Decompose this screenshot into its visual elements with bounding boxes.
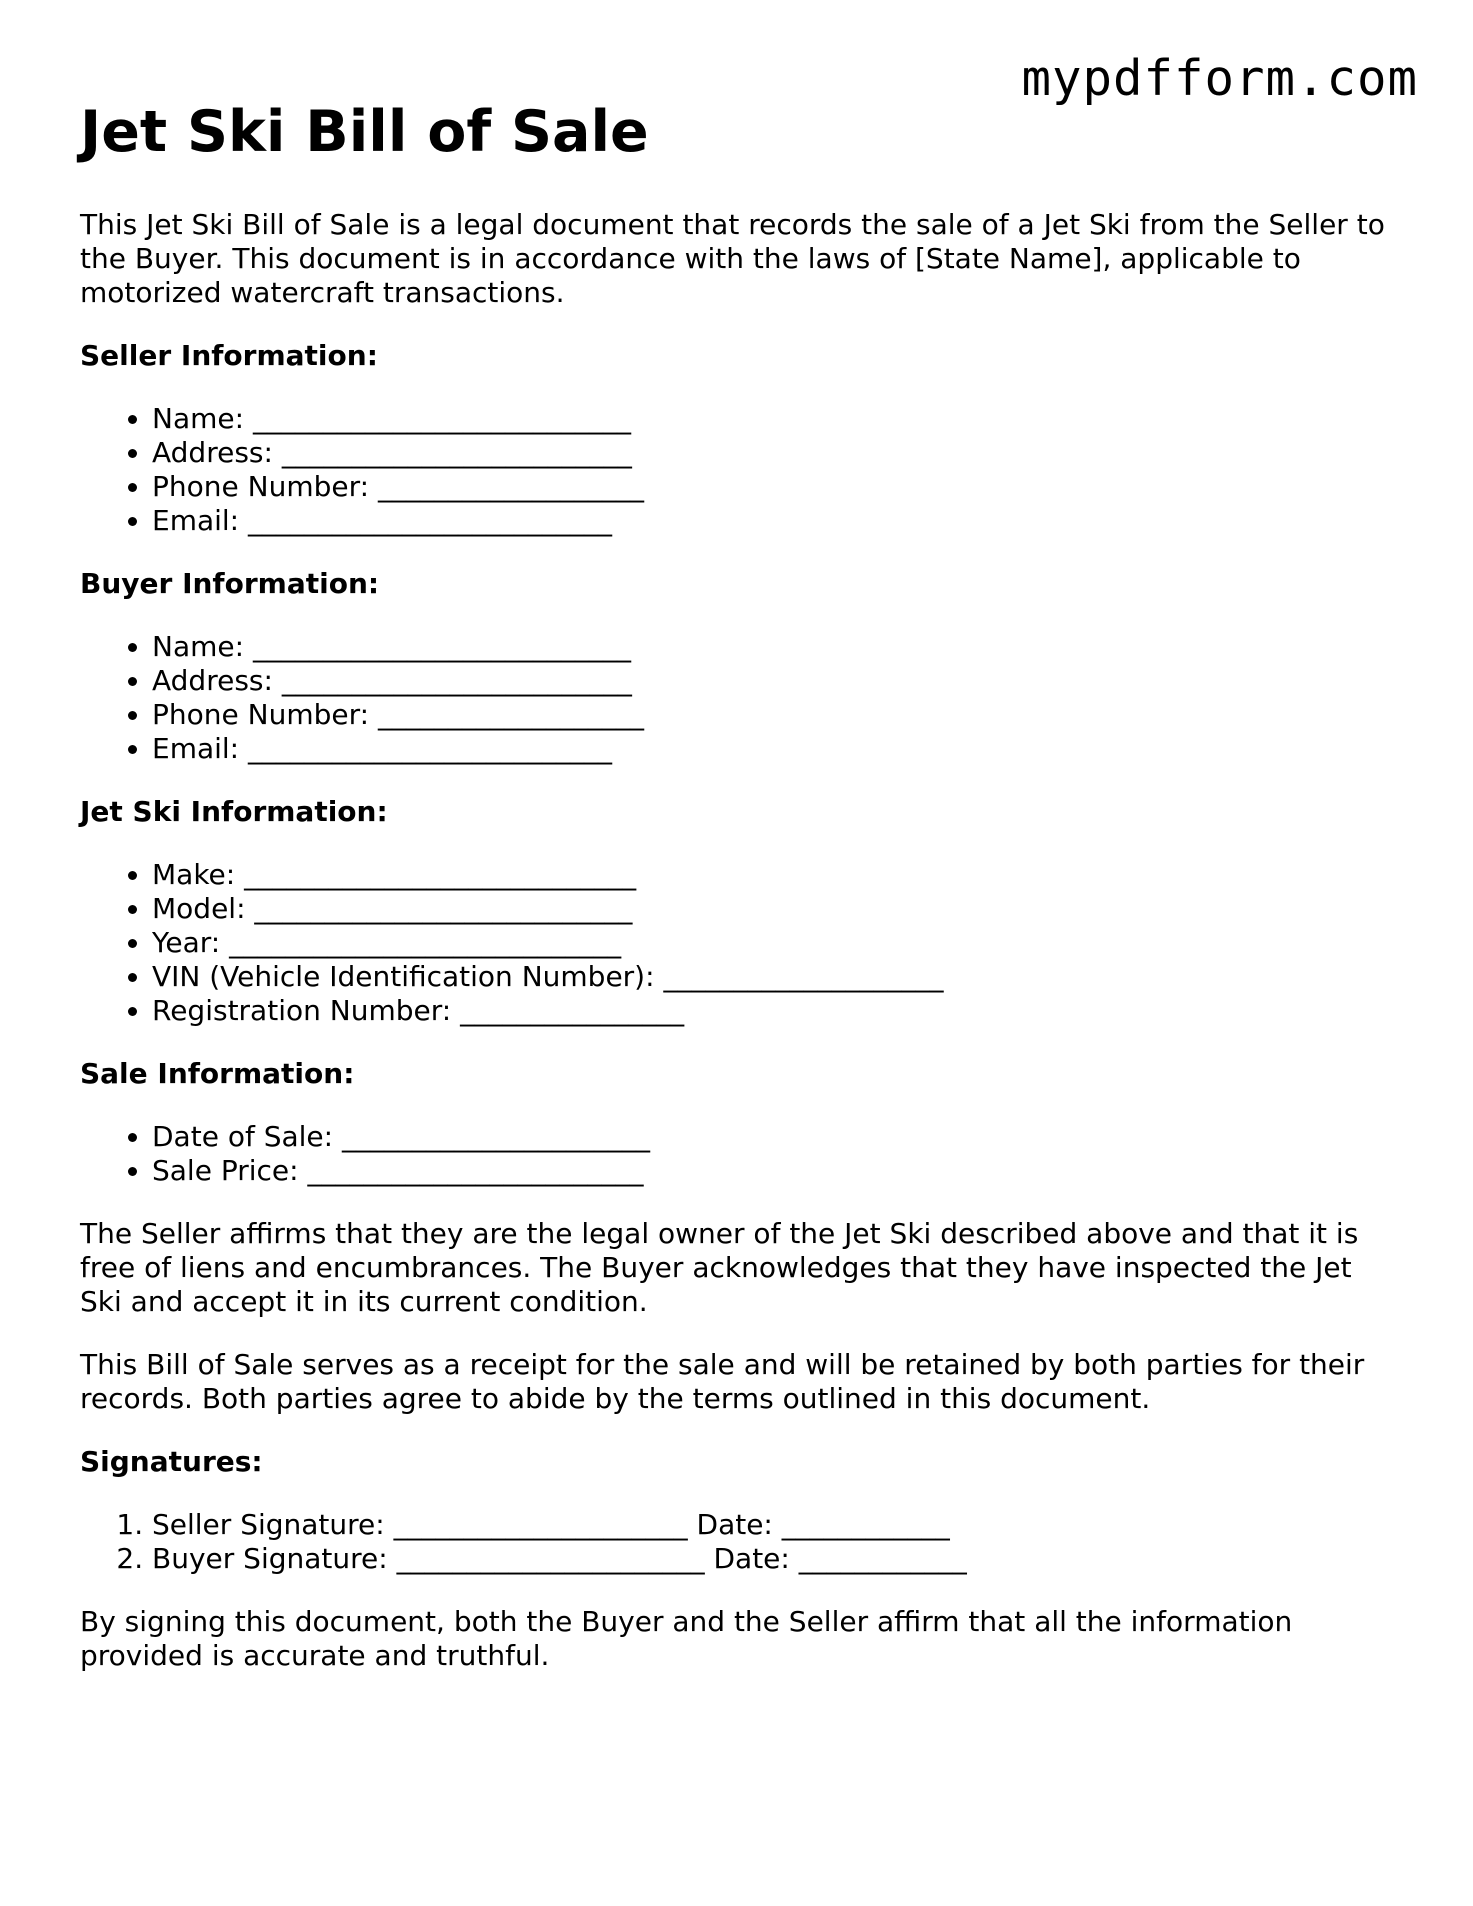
document-page (80, 98, 1400, 1702)
jetski-heading: Jet Ski Information: (80, 795, 388, 829)
buyer-name-field: • Name: ___________________________ (152, 630, 1400, 664)
buyer-signature-line: 2. Buyer Signature: ______________________ Date: ____________ (152, 1542, 1400, 1576)
closing-paragraph: By signing this document, both the Buyer and the Seller affirm that all the information provided is accurate and truthful. (80, 1605, 1293, 1673)
affirmation-paragraph: The Seller affirms that they are the legal owner of the Jet Ski described above and that it is free of liens and encumbrances. The Buyer acknowledges that they have inspected the Jet Ski and accept it in its current condition. (80, 1217, 1359, 1319)
jetski-registration-field: • Registration Number: ________________ (152, 994, 1400, 1028)
jetski-model-field: • Model: ___________________________ (152, 892, 1400, 926)
sale-price-field: • Sale Price: ________________________ (152, 1154, 1400, 1188)
jetski-make-field: • Make: ____________________________ (152, 858, 1400, 892)
signatures-list (80, 1508, 1400, 1576)
seller-email-field: • Email: __________________________ (152, 504, 1400, 538)
sale-list (80, 1120, 1400, 1188)
jetski-year-field: • Year: ____________________________ (152, 926, 1400, 960)
document-title: Jet Ski Bill of Sale (80, 99, 649, 165)
seller-address-field: • Address: _________________________ (152, 436, 1400, 470)
buyer-list (80, 630, 1400, 766)
sale-heading: Sale Information: (80, 1057, 355, 1091)
sale-date-field: • Date of Sale: ______________________ (152, 1120, 1400, 1154)
jetski-vin-field: • VIN (Vehicle Identification Number): ____________________ (152, 960, 1400, 994)
seller-heading: Seller Information: (80, 339, 378, 373)
intro-paragraph: This Jet Ski Bill of Sale is a legal document that records the sale of a Jet Ski from the Seller to the Buyer. This document is in accordance with the laws of [State Name], applicable to motorized watercraft transactions. (80, 208, 1385, 310)
seller-phone-field: • Phone Number: ___________________ (152, 470, 1400, 504)
signatures-heading: Signatures: (80, 1445, 263, 1479)
seller-name-field: • Name: ___________________________ (152, 402, 1400, 436)
receipt-paragraph: This Bill of Sale serves as a receipt for the sale and will be retained by both parties for their records. Both parties agree to abide by the terms outlined in this document. (80, 1348, 1365, 1416)
buyer-heading: Buyer Information: (80, 567, 380, 601)
seller-list (80, 402, 1400, 538)
jetski-list (80, 858, 1400, 1028)
buyer-phone-field: • Phone Number: ___________________ (152, 698, 1400, 732)
watermark-text: mypdfform.com (1021, 50, 1418, 107)
buyer-address-field: • Address: _________________________ (152, 664, 1400, 698)
buyer-email-field: • Email: __________________________ (152, 732, 1400, 766)
seller-signature-line: 1. Seller Signature: _____________________ Date: ____________ (152, 1508, 1400, 1542)
